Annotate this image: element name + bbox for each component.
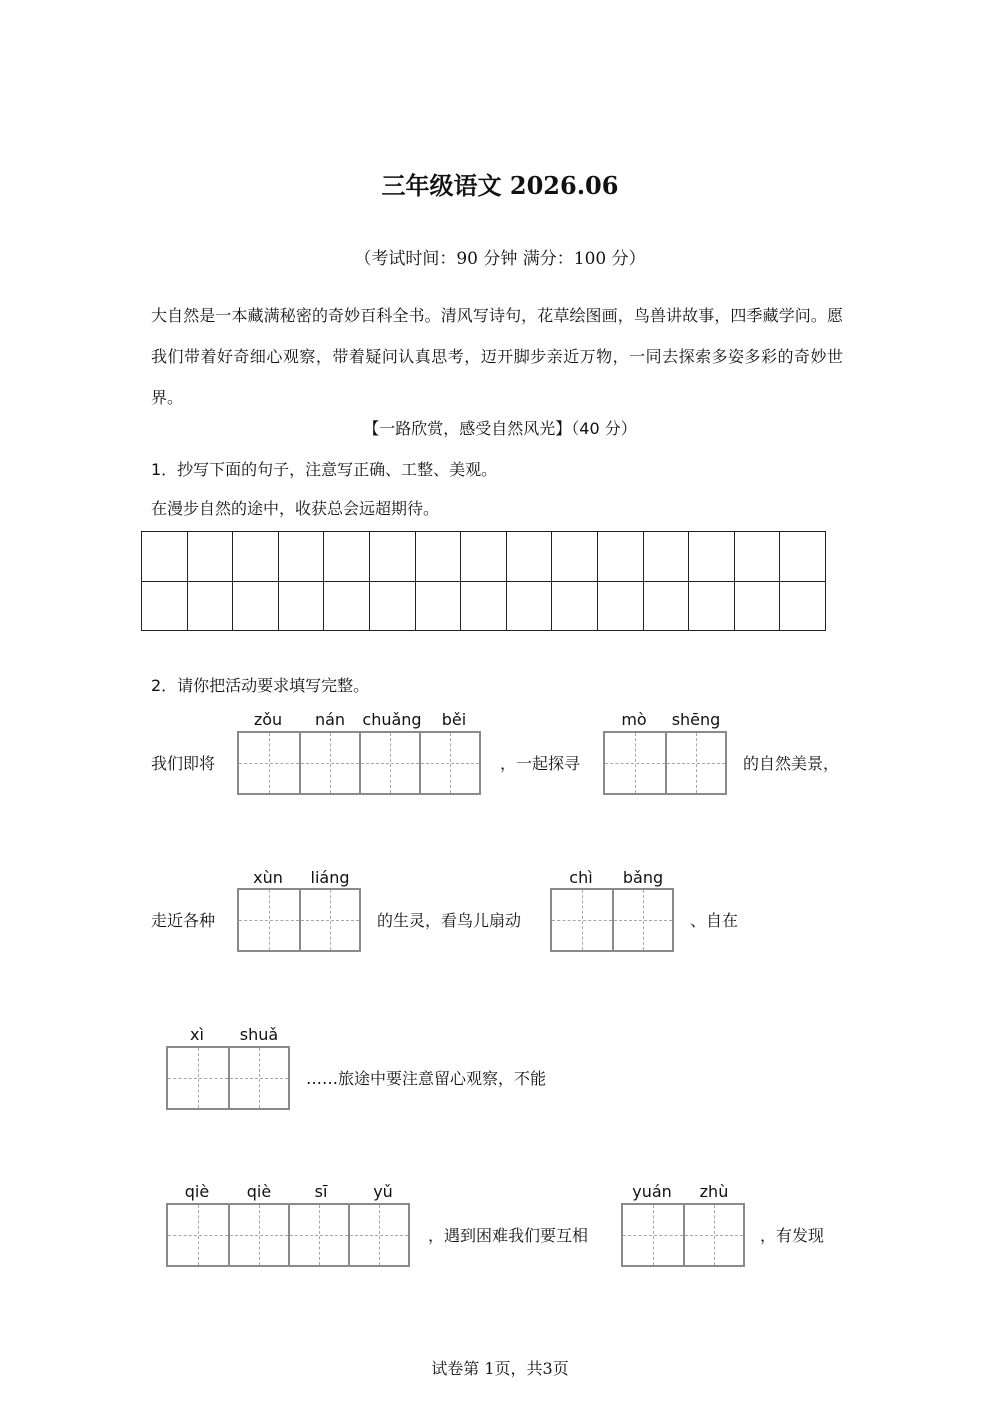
- pinyin-label: chuǎng: [362, 710, 422, 729]
- grid-cell[interactable]: [324, 581, 370, 631]
- fill-text-1: 我们即将: [151, 754, 216, 773]
- intro-paragraph: 大自然是一本藏满秘密的奇妙百科全书。清风写诗句，花草绘图画，鸟兽讲故事，四季藏学问。愿我们带着好奇细心观察，带着疑问认真思考，迈开脚步亲近万物，一同去探索多姿多彩的奇妙世界。: [151, 306, 843, 407]
- grid-cell[interactable]: [552, 581, 598, 631]
- pinyin-label: zǒu: [253, 710, 283, 729]
- grid-cell[interactable]: [461, 581, 507, 631]
- pinyin-label: shēng: [671, 710, 721, 729]
- tianzige-cell[interactable]: [239, 890, 299, 950]
- grid-cell[interactable]: [734, 532, 780, 582]
- grid-cell[interactable]: [278, 532, 324, 582]
- pinyin-label: shuǎ: [239, 1025, 279, 1044]
- answer-box-xi-shua[interactable]: [166, 1046, 290, 1110]
- tianzige-cell[interactable]: [552, 890, 612, 950]
- page-footer: 试卷第 1页，共3页: [431, 1359, 569, 1378]
- pinyin-label: liáng: [310, 868, 350, 887]
- tianzige-cell[interactable]: [168, 1205, 228, 1265]
- tianzige-cell[interactable]: [168, 1048, 228, 1108]
- grid-cell[interactable]: [597, 581, 643, 631]
- pinyin-label: yuán: [632, 1182, 672, 1201]
- fill-text-5: 的生灵，看鸟儿扇动: [377, 911, 522, 930]
- grid-cell[interactable]: [415, 532, 461, 582]
- tianzige-cell[interactable]: [683, 1205, 743, 1265]
- grid-cell[interactable]: [461, 532, 507, 582]
- grid-cell[interactable]: [780, 581, 826, 631]
- grid-cell[interactable]: [233, 532, 279, 582]
- fill-text-8: ，遇到困难我们要互相: [428, 1226, 589, 1245]
- tianzige-cell[interactable]: [299, 733, 359, 793]
- question-1-label: 1．抄写下面的句子，注意写正确、工整、美观。: [151, 460, 498, 479]
- grid-cell[interactable]: [233, 581, 279, 631]
- pinyin-label: xùn: [253, 868, 283, 887]
- grid-cell[interactable]: [324, 532, 370, 582]
- grid-cell[interactable]: [689, 581, 735, 631]
- pinyin-label: xì: [190, 1025, 204, 1044]
- grid-cell[interactable]: [552, 532, 598, 582]
- fill-text-9: ，有发现: [760, 1226, 825, 1245]
- grid-cell[interactable]: [689, 532, 735, 582]
- tianzige-cell[interactable]: [228, 1205, 288, 1265]
- fill-text-4: 走近各种: [151, 911, 216, 930]
- grid-cell[interactable]: [187, 581, 233, 631]
- fill-text-6: 、自在: [690, 911, 739, 930]
- grid-cell[interactable]: [506, 581, 552, 631]
- tianzige-cell[interactable]: [612, 890, 672, 950]
- tianzige-cell[interactable]: [623, 1205, 683, 1265]
- tianzige-cell[interactable]: [288, 1205, 348, 1265]
- tianzige-cell[interactable]: [359, 733, 419, 793]
- page-title: 三年级语文 2026.06: [381, 171, 619, 200]
- answer-box-xun-liang[interactable]: [237, 888, 361, 952]
- pinyin-label: yǔ: [373, 1182, 393, 1201]
- answer-box-mo-sheng[interactable]: [603, 731, 727, 795]
- answer-box-zou-nan-chuang-bei[interactable]: [237, 731, 481, 795]
- grid-cell[interactable]: [369, 581, 415, 631]
- tianzige-cell[interactable]: [239, 733, 299, 793]
- pinyin-label: sī: [314, 1182, 328, 1201]
- fill-text-7: ……旅途中要注意留心观察，不能: [306, 1069, 547, 1088]
- grid-cell[interactable]: [506, 532, 552, 582]
- grid-cell[interactable]: [142, 581, 188, 631]
- question-1-sentence: 在漫步自然的途中，收获总会远超期待。: [151, 499, 440, 518]
- tianzige-cell[interactable]: [228, 1048, 288, 1108]
- tianzige-cell[interactable]: [605, 733, 665, 793]
- tianzige-cell[interactable]: [299, 890, 359, 950]
- question-2-label: 2．请你把活动要求填写完整。: [151, 676, 370, 695]
- grid-cell[interactable]: [278, 581, 324, 631]
- answer-box-chi-bang[interactable]: [550, 888, 674, 952]
- pinyin-label: zhù: [699, 1182, 729, 1201]
- pinyin-label: qiè: [184, 1182, 210, 1201]
- grid-row: [142, 581, 826, 631]
- grid-row: [142, 532, 826, 582]
- fill-text-2: ，一起探寻: [500, 754, 581, 773]
- exam-info: （考试时间：90 分钟 满分：100 分）: [354, 249, 646, 269]
- tianzige-cell[interactable]: [348, 1205, 408, 1265]
- grid-cell[interactable]: [597, 532, 643, 582]
- pinyin-label: nán: [314, 710, 346, 729]
- grid-cell[interactable]: [643, 581, 689, 631]
- copy-writing-grid[interactable]: [141, 531, 826, 631]
- answer-box-yuan-zhu[interactable]: [621, 1203, 745, 1267]
- section-title: 【一路欣赏，感受自然风光】（40 分）: [363, 419, 637, 438]
- grid-cell[interactable]: [734, 581, 780, 631]
- grid-cell[interactable]: [643, 532, 689, 582]
- pinyin-label: chì: [569, 868, 593, 887]
- tianzige-cell[interactable]: [419, 733, 479, 793]
- grid-cell[interactable]: [415, 581, 461, 631]
- grid-cell[interactable]: [780, 532, 826, 582]
- pinyin-label: běi: [441, 710, 467, 729]
- grid-cell[interactable]: [369, 532, 415, 582]
- pinyin-label: bǎng: [622, 868, 664, 887]
- fill-text-3: 的自然美景，: [743, 754, 840, 773]
- grid-cell[interactable]: [142, 532, 188, 582]
- grid-cell[interactable]: [187, 532, 233, 582]
- answer-box-qie-qie-si-yu[interactable]: [166, 1203, 410, 1267]
- pinyin-label: qiè: [246, 1182, 272, 1201]
- tianzige-cell[interactable]: [665, 733, 725, 793]
- pinyin-label: mò: [621, 710, 647, 729]
